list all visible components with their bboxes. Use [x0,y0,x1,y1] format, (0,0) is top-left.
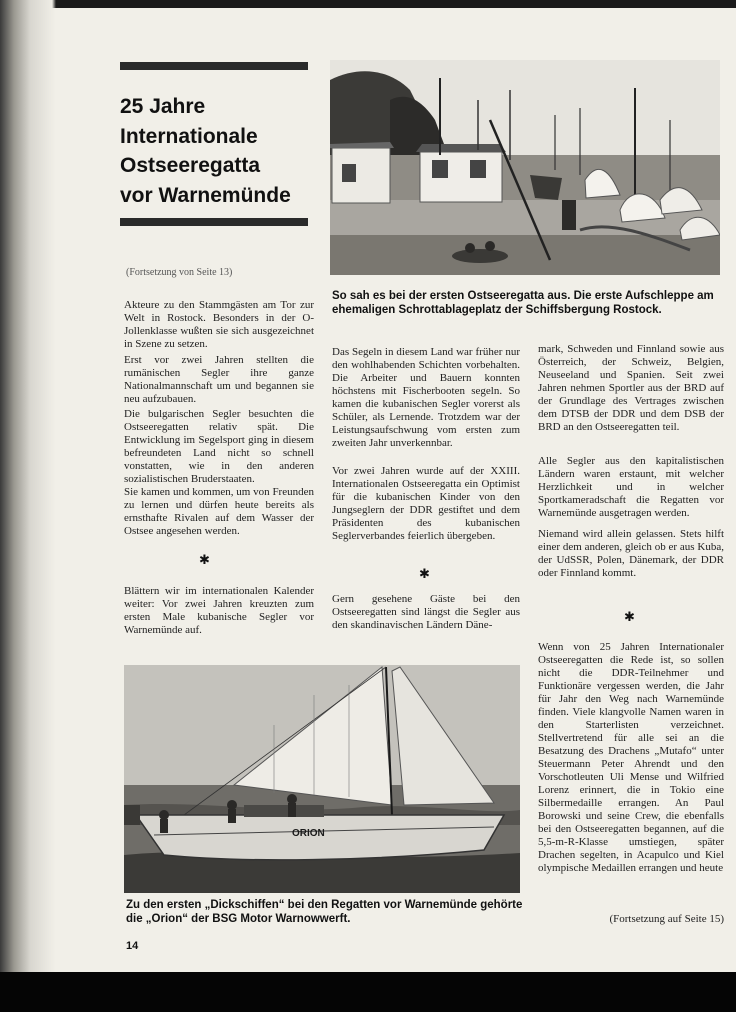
boat-name-label: ORION [292,828,325,839]
title-rule-top [120,62,308,70]
title-line: vor Warnemünde [120,183,291,207]
col3-paragraph: Wenn von 25 Jahren Internationaler Ostseeregatten die Rede ist, so sollen nicht die DDR-Teilnehmer und Funktionäre vergessen werden, die Jahr für Jahr den Weg nach Warnemünde finden. Viele klangvolle Namen waren in den Starterlisten verzeichnet. Stellvertretend für alle sei an die Besatzung des Drachens „Mutafo“ unter Steuermann Peter Ahrendt und den Vorschotleuten Uli Mense und Wilfried Lorenz erinnert, die in Tokio eine Silbermedaille errangen. An Paul Borowski und seine Crew, die ebenfalls bei den Ostseeregatten begannen, auf die 5,5-m-R-Klasse umstiegen, später Drachen segelten, in Acapulco und Kiel olympische Medaillen errangen und heute [538,641,724,874]
col2-paragraph: Das Segeln in diesem Land war früher nur den wohlhabenden Schichten vorbehalten. Die Arbeiter und Bauern konnten höchstens mit Fischerbooten segeln. So kamen die kubanischen Segler vorerst als Schüler, als Lernende. Trotzdem war der Leistungsaufschwung vom ersten zum zweiten Jahr unverkennbar. [332,346,520,449]
section-separator: ✱ [199,553,210,568]
section-separator: ✱ [624,610,635,625]
photo-top-caption: So sah es bei der ersten Ostseeregatta aus. Die erste Aufschleppe am ehemaligen Schrottablageplatz der Schiffsbergung Rostock. [332,290,714,316]
col1-paragraph: Die bulgarischen Segler besuchten die Ostseeregatten relativ spät. Die Entwicklung im Segelsport ging in diesem befreundeten Land nicht so schnell vonstatten, wie in den anderen sozialistischen Bruderstaaten. [124,408,314,485]
article-title [120,92,320,210]
photo-bottom-caption: Zu den ersten „Dickschiffen“ bei den Regatten vor Warnemünde gehörte die „Orion“ der BSG Motor Warnowwerft. [126,899,523,925]
col1-paragraph: Erst vor zwei Jahren stellten die rumänischen Segler ihre ganze Nationalmannschaft um und begannen sie neu aufzubauen. [124,354,314,405]
continued-from: (Fortsetzung von Seite 13) [126,267,233,278]
title-line: Ostseeregatta [120,154,261,177]
col2-paragraph: Vor zwei Jahren wurde auf der XXIII. Internationalen Ostseeregatta ein Optimist für die kubanischen Kinder von den Jungseglern der DDR gestiftet und dem Präsidenten des kubanischen Seglerverbandes feierlich übergeben. [332,465,520,542]
col3-paragraph: Alle Segler aus den kapitalistischen Ländern waren erstaunt, mit welcher Herzlichkeit und in welcher Sportkameradschaft die Regatten vor Warnemünde ausgetragen werden. [538,455,724,519]
photo-orion-yacht [124,665,520,893]
col3-paragraph: Niemand wird allein gelassen. Stets hilft einer dem anderen, gleich ob er aus Kuba, der UdSSR, Polen, Dänemark, der DDR oder Finnland kommt. [538,528,724,579]
continued-to: (Fortsetzung auf Seite 15) [609,913,724,925]
book-binding [0,0,56,980]
title-rule-bottom [120,218,308,226]
col1-paragraph: Akteure zu den Stammgästen am Tor zur Welt in Rostock. Besonders in der O-Jollenklasse wußten sie sich ausgezeichnet in Szene zu setzen. [124,299,314,350]
photo-first-regatta-slipway [330,60,720,275]
title-line: 25 Jahre [120,95,206,118]
scan-border [0,972,736,1012]
col3-paragraph: mark, Schweden und Finnland sowie aus Österreich, der Schweiz, Belgien, Neuseeland und Spanien. Seit zwei Jahren nehmen Sportler aus der BRD auf der Grundlage des Vertrages zwischen dem DTSB der DDR und dem DSB der BRD an den Ostseeregatten teil. [538,343,724,433]
page-number: 14 [126,940,139,952]
col1-paragraph: Sie kamen und kommen, um von Freunden zu lernen und dürfen heute bereits als ernsthafte Rivalen auf dem Wasser der Ostsee angesehen werden. [124,486,314,537]
section-separator: ✱ [419,567,430,582]
title-line: Internationale [120,124,258,148]
col2-paragraph: Gern gesehene Gäste bei den Ostseeregatten sind längst die Segler aus den skandinavischen Ländern Däne- [332,593,520,631]
col1-paragraph: Blättern wir im internationalen Kalender weiter: Vor zwei Jahren kreuzten zum ersten Male kubanische Segler vor Warnemünde auf. [124,585,314,636]
